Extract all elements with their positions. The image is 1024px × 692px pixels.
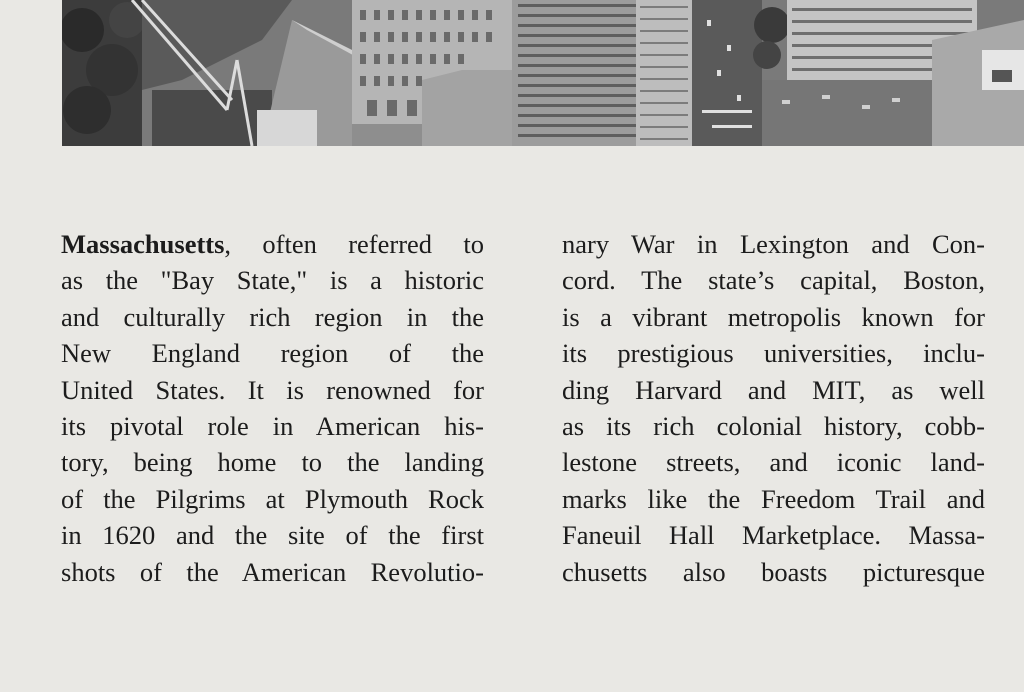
paragraph-line: as its rich colonial history, cobb- — [562, 410, 985, 441]
lead-line-rest: , often referred to — [224, 229, 484, 259]
city-aerial-photo — [62, 0, 1024, 146]
paragraph-line — [61, 226, 484, 262]
paragraph-line: in 1620 and the site of the first — [61, 520, 484, 551]
paragraph-line: its prestigious universities, inclu- — [562, 338, 985, 369]
paragraph-line: is a vibrant metropolis known for — [562, 301, 985, 332]
paragraph-line: Faneuil Hall Marketplace. Massa- — [562, 520, 985, 551]
paragraph-line: New England region of the — [61, 338, 484, 369]
paragraph-line: and culturally rich region in the — [61, 301, 484, 332]
paragraph-line: as the "Bay State," is a historic — [61, 265, 484, 296]
paragraph-line: cord. The state’s capital, Boston, — [562, 265, 985, 296]
paragraph-line: tory, being home to the landing — [61, 447, 484, 478]
paragraph-line: of the Pilgrims at Plymouth Rock — [61, 483, 484, 514]
text-column-left — [61, 226, 484, 590]
paragraph-line: United States. It is renowned for — [61, 374, 484, 405]
paragraph-line: lestone streets, and iconic land- — [562, 447, 985, 478]
text-column-right — [562, 226, 985, 590]
paragraph-line: its pivotal role in American his- — [61, 410, 484, 441]
paragraph-line: nary War in Lexington and Con- — [562, 229, 985, 259]
paragraph-line: ding Harvard and MIT, as well — [562, 374, 985, 405]
paragraph-line: chusetts also boasts picturesque — [562, 556, 985, 587]
lead-word: Massachusetts — [61, 229, 225, 259]
paragraph-line: marks like the Freedom Trail and — [562, 483, 985, 514]
paragraph-line: shots of the American Revolutio- — [61, 556, 484, 587]
